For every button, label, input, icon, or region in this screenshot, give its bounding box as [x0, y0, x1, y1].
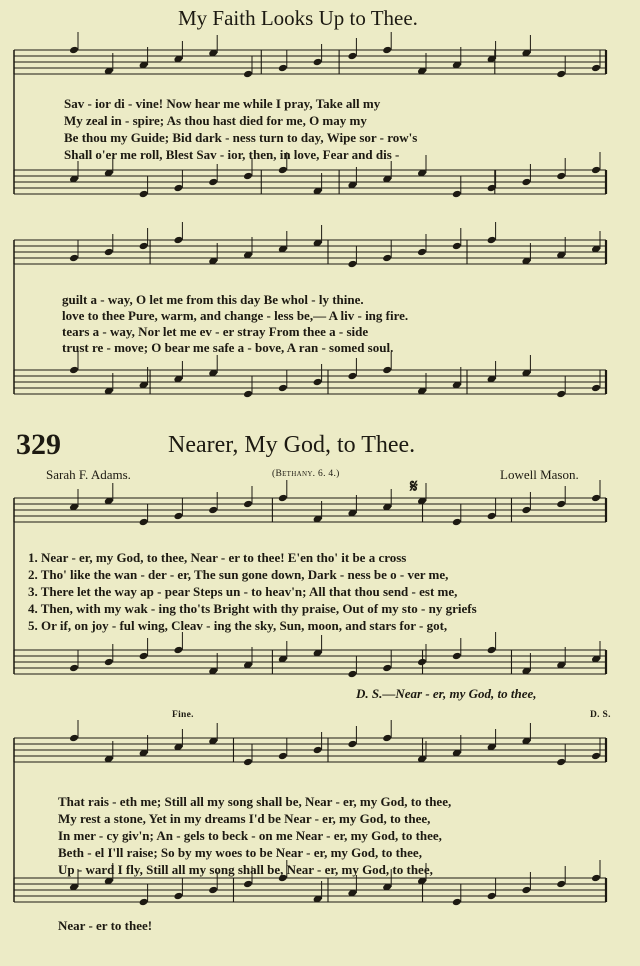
lyric-line: Up - ward I fly, Still all my song shall be, Near - er, my God, to thee,: [58, 862, 433, 877]
ds-text: D. S.—Near - er, my God, to thee,: [356, 686, 537, 701]
ending-lyric: Near - er to thee!: [58, 918, 153, 933]
note-head: [243, 758, 253, 767]
note-head: [243, 390, 253, 399]
note-head: [521, 178, 531, 187]
note-head: [69, 46, 79, 55]
note-head: [139, 518, 149, 527]
lyric-line: 3. There let the way ap - pear Steps un - to heav'n; All that thou send - est me,: [28, 584, 458, 599]
note-head: [487, 512, 497, 521]
note-head: [556, 172, 566, 181]
note-head: [452, 242, 462, 251]
lyric-line: love to thee Pure, warm, and change - less be,— A liv - ing fire.: [62, 308, 409, 323]
lyric-line: My zeal in - spire; As thou hast died for me, O may my: [64, 113, 367, 128]
note-head: [173, 236, 183, 245]
lyric-line: 4. Then, with my wak - ing tho'ts Bright with thy praise, Out of my sto - ny griefs: [28, 601, 477, 616]
note-head: [382, 254, 392, 263]
note-head: [173, 646, 183, 655]
hymn-title-my-faith: My Faith Looks Up to Thee.: [178, 6, 418, 30]
note-head: [69, 366, 79, 375]
note-head: [556, 880, 566, 889]
note-head: [591, 384, 601, 393]
hymn-number: 329: [16, 428, 61, 461]
lyric-line: Shall o'er me roll, Blest Sav - ior, then, in love, Fear and dis -: [64, 147, 400, 162]
note-head: [556, 500, 566, 509]
note-head: [347, 372, 357, 381]
note-head: [313, 746, 323, 755]
note-head: [556, 390, 566, 399]
note-head: [278, 384, 288, 393]
note-head: [208, 506, 218, 515]
note-head: [173, 512, 183, 521]
note-head: [104, 658, 114, 667]
segno-icon: 𝄋: [410, 476, 418, 496]
note-head: [173, 892, 183, 901]
lyric-line: In mer - cy giv'n; An - gels to beck - on me Near - er, my God, to thee,: [58, 828, 442, 843]
note-head: [104, 248, 114, 257]
lyric-line: trust re - move; O bear me safe a - bove, A ran - somed soul.: [62, 340, 394, 355]
note-head: [382, 664, 392, 673]
tune-name: (Bethany. 6. 4.): [272, 469, 340, 479]
note-head: [556, 70, 566, 79]
note-head: [347, 740, 357, 749]
note-head: [69, 254, 79, 263]
note-head: [278, 752, 288, 761]
note-head: [313, 58, 323, 67]
note-head: [243, 172, 253, 181]
note-head: [347, 260, 357, 269]
note-head: [487, 236, 497, 245]
lyric-line: tears a - way, Nor let me ev - er stray From thee a - side: [62, 324, 369, 339]
note-head: [591, 166, 601, 175]
note-head: [591, 64, 601, 73]
note-head: [313, 378, 323, 387]
note-head: [69, 734, 79, 743]
note-head: [139, 652, 149, 661]
note-head: [243, 880, 253, 889]
lyric-line: Be thou my Guide; Bid dark - ness turn to day, Wipe sor - row's: [64, 130, 418, 145]
note-head: [173, 184, 183, 193]
lyric-line: 2. Tho' like the wan - der - er, The sun gone down, Dark - ness be o - ver me,: [28, 567, 449, 582]
note-head: [139, 898, 149, 907]
note-head: [208, 178, 218, 187]
note-head: [278, 494, 288, 503]
note-head: [139, 242, 149, 251]
fine-mark: Fine.: [172, 710, 194, 720]
note-head: [243, 500, 253, 509]
note-head: [347, 52, 357, 61]
author: Sarah F. Adams.: [46, 467, 131, 482]
note-head: [278, 64, 288, 73]
note-head: [208, 886, 218, 895]
note-head: [452, 898, 462, 907]
note-head: [521, 886, 531, 895]
lyric-line: 1. Near - er, my God, to thee, Near - er to thee! E'en tho' it be a cross: [28, 550, 407, 565]
lyric-line: Sav - ior di - vine! Now hear me while I pray, Take all my: [64, 96, 381, 111]
ds-mark: D. S.: [590, 710, 611, 720]
lyric-line: My rest a stone, Yet in my dreams I'd be Near - er, my God, to thee,: [58, 811, 431, 826]
note-head: [139, 190, 149, 199]
note-head: [487, 646, 497, 655]
note-head: [487, 892, 497, 901]
note-head: [556, 758, 566, 767]
note-head: [452, 190, 462, 199]
note-head: [591, 752, 601, 761]
hymn-title-nearer: Nearer, My God, to Thee.: [168, 432, 416, 458]
note-head: [382, 46, 392, 55]
note-head: [417, 248, 427, 257]
note-head: [382, 734, 392, 743]
note-head: [591, 874, 601, 883]
note-head: [347, 670, 357, 679]
lyric-line: guilt a - way, O let me from this day Be whol - ly thine.: [62, 292, 364, 307]
note-head: [417, 658, 427, 667]
note-head: [243, 70, 253, 79]
lyric-line: Beth - el I'll raise; So by my woes to be Near - er, my God, to thee,: [58, 845, 422, 860]
note-head: [521, 506, 531, 515]
note-head: [591, 494, 601, 503]
note-head: [452, 518, 462, 527]
note-head: [278, 166, 288, 175]
note-head: [452, 652, 462, 661]
note-head: [382, 366, 392, 375]
composer: Lowell Mason.: [500, 467, 579, 482]
lyric-line: That rais - eth me; Still all my song shall be, Near - er, my God, to thee,: [58, 794, 452, 809]
note-head: [69, 664, 79, 673]
lyric-line: 5. Or if, on joy - ful wing, Cleav - ing the sky, Sun, moon, and stars for - got,: [28, 618, 448, 633]
